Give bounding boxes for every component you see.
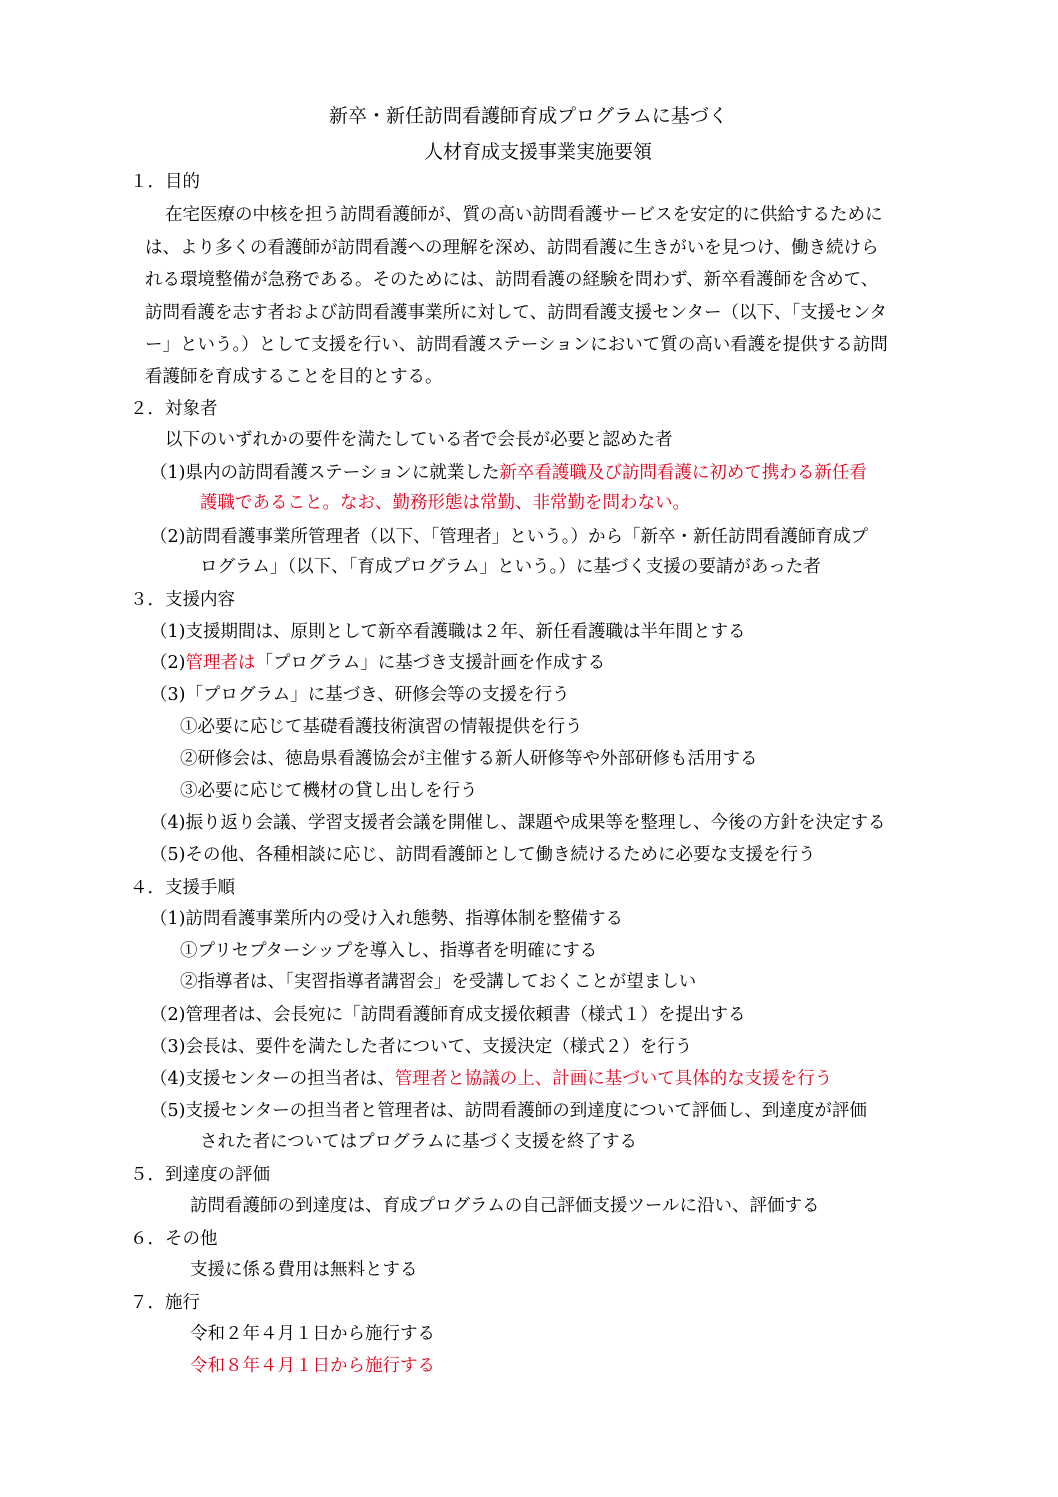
section-1-paragraph-line: は、より多くの看護師が訪問看護への理解を深め、訪問看護に生きがいを見つけ、働き続けら	[145, 238, 879, 258]
section-5-heading: ５．到達度の評価	[130, 1165, 270, 1185]
section-6-body: 支援に係る費用は無料とする	[190, 1260, 418, 1280]
section-1-paragraph-line: ー」という。）として支援を行い、訪問看護ステーションにおいて質の高い看護を提供する訪問	[145, 335, 888, 355]
section-4-subitem-2: ②指導者は、「実習指導者講習会」を受講しておくことが望ましい	[180, 972, 697, 992]
section-2-item-1-text: （1)県内の訪問看護ステーションに就業した	[150, 463, 500, 483]
section-2-item-2-cont: ログラム」（以下、「育成プログラム」という。）に基づく支援の要請があった者	[200, 557, 821, 577]
section-3-item-2	[150, 651, 605, 675]
section-3-subitem-3: ③必要に応じて機材の貸し出しを行う	[180, 781, 478, 801]
section-5-body: 訪問看護師の到達度は、育成プログラムの自己評価支援ツールに沿い、評価する	[190, 1196, 820, 1216]
section-3-subitem-2: ②研修会は、徳島県看護協会が主催する新人研修等や外部研修も活用する	[180, 749, 758, 769]
section-2-item-2: （2)訪問看護事業所管理者（以下、「管理者」という。）から「新卒・新任訪問看護師育成プ	[150, 527, 868, 547]
section-1-paragraph-line: 訪問看護を志す者および訪問看護事業所に対して、訪問看護支援センター（以下、「支援センタ	[145, 303, 887, 323]
section-4-item-2: （2)管理者は、会長宛に「訪問看護師育成支援依頼書（様式１）を提出する	[150, 1005, 746, 1025]
section-3-item-1: （1)支援期間は、原則として新卒看護職は２年、新任看護職は半年間とする	[150, 622, 746, 642]
section-3-heading: ３．支援内容	[130, 590, 235, 610]
section-4-item-4-revision: 管理者と協議の上、計画に基づいて具体的な支援を行う	[394, 1069, 833, 1089]
section-1-heading: １．目的	[130, 172, 200, 192]
title-line-2: 人材育成支援事業実施要領	[424, 141, 653, 163]
section-3-item-3: （3)「プログラム」に基づき、研修会等の支援を行う	[150, 685, 570, 705]
section-4-item-3: （3)会長は、要件を満たした者について、支援決定（様式２）を行う	[150, 1037, 693, 1057]
section-4-item-5: （5)支援センターの担当者と管理者は、訪問看護師の到達度について評価し、到達度が評価	[150, 1101, 867, 1121]
section-3-item-2-text: 「プログラム」に基づき支援計画を作成する	[255, 653, 606, 673]
section-4-item-1: （1)訪問看護事業所内の受け入れ態勢、指導体制を整備する	[150, 909, 623, 929]
section-4-subitem-1: ①プリセプターシップを導入し、指導者を明確にする	[180, 941, 598, 961]
section-1-paragraph-line: 在宅医療の中核を担う訪問看護師が、質の高い訪問看護サービスを安定的に供給するために	[165, 205, 883, 225]
section-7-line-2-revision: 令和８年４月１日から施行する	[190, 1356, 435, 1376]
section-3-item-2-revision: 管理者は	[185, 653, 256, 673]
section-2-heading: ２．対象者	[130, 399, 218, 419]
section-2-item-1	[150, 461, 867, 485]
section-3-item-4: （4)振り返り会議、学習支援者会議を開催し、課題や成果等を整理し、今後の方針を決定する	[150, 813, 886, 833]
section-3-item-2-number: （2)	[150, 653, 186, 673]
title-line-1: 新卒・新任訪問看護師育成プログラムに基づく	[329, 105, 728, 127]
section-6-heading: ６．その他	[130, 1229, 218, 1249]
section-1-paragraph-line: れる環境整備が急務である。そのためには、訪問看護の経験を問わず、新卒看護師を含めて、	[145, 270, 879, 290]
section-2-item-1-revision: 新卒看護職及び訪問看護に初めて携わる新任看	[499, 463, 867, 483]
section-4-heading: ４．支援手順	[130, 878, 235, 898]
section-2-item-1-revision-cont: 護職であること。なお、勤務形態は常勤、非常勤を問わない。	[200, 493, 690, 513]
section-3-subitem-1: ①必要に応じて基礎看護技術演習の情報提供を行う	[180, 717, 583, 737]
section-4-item-4	[150, 1067, 832, 1091]
section-7-heading: ７．施行	[130, 1293, 200, 1313]
section-2-intro: 以下のいずれかの要件を満たしている者で会長が必要と認めた者	[165, 430, 673, 450]
section-1-paragraph-line: 看護師を育成することを目的とする。	[145, 367, 443, 387]
section-4-item-4-text: （4)支援センターの担当者は、	[150, 1069, 395, 1089]
section-4-item-5-cont: された者についてはプログラムに基づく支援を終了する	[200, 1132, 637, 1152]
section-7-line-1: 令和２年４月１日から施行する	[190, 1324, 435, 1344]
section-3-item-5: （5)その他、各種相談に応じ、訪問看護師として働き続けるために必要な支援を行う	[150, 845, 816, 865]
